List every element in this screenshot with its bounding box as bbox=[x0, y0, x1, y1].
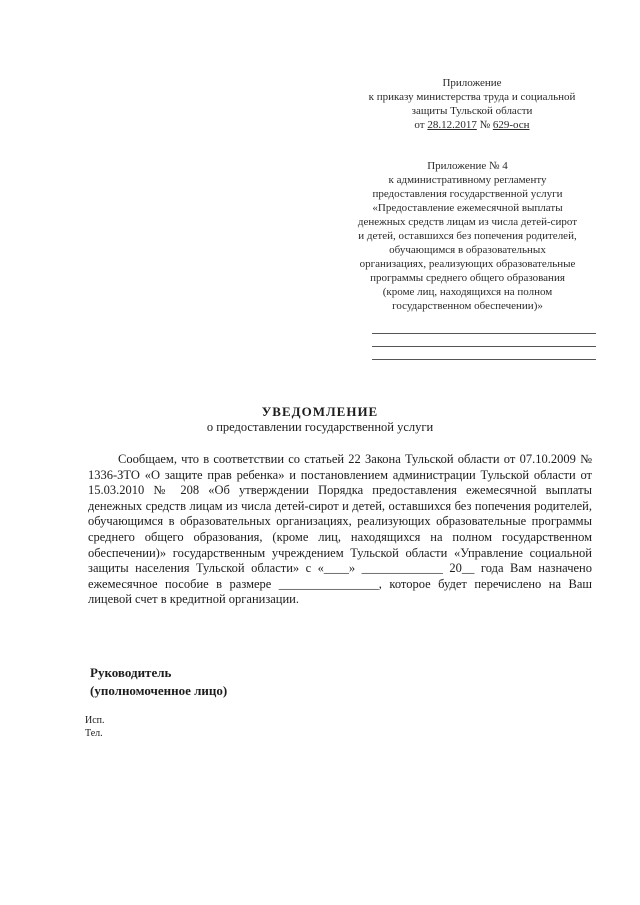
document-title: УВЕДОМЛЕНИЕ bbox=[261, 404, 379, 419]
order-appendix-header bbox=[352, 76, 592, 132]
document-subtitle: о предоставлении государственной услуги bbox=[206, 420, 434, 434]
regulation-appendix-header bbox=[340, 159, 595, 313]
recipient-blank-line bbox=[372, 359, 596, 360]
order-date: 28.12.2017 bbox=[427, 119, 477, 131]
regulation-appendix-line: и детей, оставшихся без попечения родителей, bbox=[358, 230, 577, 242]
signer-title: Руководитель bbox=[90, 665, 172, 680]
notice-paragraph: Сообщаем, что в соответствии со статьей 22 Закона Тульской области от 07.10.2009 № 1336-ЗТО «О защите прав ребенка» и постановлением администрации Тульской области от 15.03.2010 № 208 «Об утверждении Порядка предоставления ежемесячной выплаты денежных средств лицам из числа детей-сирот и детей, оставшихся без попечения родителей, обучающимся в образовательных организациях, реализующих образовательные программы среднего общего образования, (кроме лиц, находящихся на полном государственном обеспечении)» государственным учреждением Тульской области «Управление социальной защиты населения Тульской области» с «____» _____________ 20__ года Вам назначено ежемесячное пособие в размере ________________, которое будет перечислено на Ваш лицевой счет в кредитной организации. bbox=[88, 452, 592, 607]
regulation-appendix-line: организациях, реализующих образовательные bbox=[359, 258, 576, 270]
recipient-blank-line bbox=[372, 346, 596, 347]
regulation-appendix-line: к административному регламенту bbox=[388, 174, 547, 186]
recipient-blank-line bbox=[372, 333, 596, 334]
order-appendix-line: защиты Тульской области bbox=[411, 105, 533, 117]
order-number: 629-осн bbox=[492, 119, 530, 131]
signer-subtitle: (уполномоченное лицо) bbox=[90, 683, 228, 698]
phone-label: Тел. bbox=[85, 728, 103, 739]
regulation-appendix-line: государственном обеспечении)» bbox=[392, 300, 543, 312]
regulation-appendix-line: обучающимся в образовательных bbox=[389, 244, 546, 256]
notice-body bbox=[88, 452, 592, 608]
regulation-appendix-line: программы среднего общего образования bbox=[370, 272, 565, 284]
order-number-prefix: № bbox=[476, 119, 493, 131]
regulation-appendix-line: «Предоставление ежемесячной выплаты bbox=[372, 202, 563, 214]
contacts-block bbox=[85, 714, 105, 740]
executor-label: Исп. bbox=[85, 715, 105, 726]
order-date-number-line bbox=[352, 118, 592, 132]
order-date-prefix: от bbox=[414, 119, 428, 131]
order-appendix-line: к приказу министерства труда и социальной bbox=[368, 91, 576, 103]
order-appendix-line: Приложение bbox=[442, 77, 502, 89]
regulation-appendix-line: денежных средств лицам из числа детей-сирот bbox=[357, 216, 578, 228]
regulation-appendix-line: предоставления государственной услуги bbox=[372, 188, 563, 200]
regulation-appendix-line: Приложение № 4 bbox=[427, 160, 508, 172]
signer-block bbox=[90, 664, 227, 700]
regulation-appendix-line: (кроме лиц, находящихся на полном bbox=[382, 286, 553, 298]
